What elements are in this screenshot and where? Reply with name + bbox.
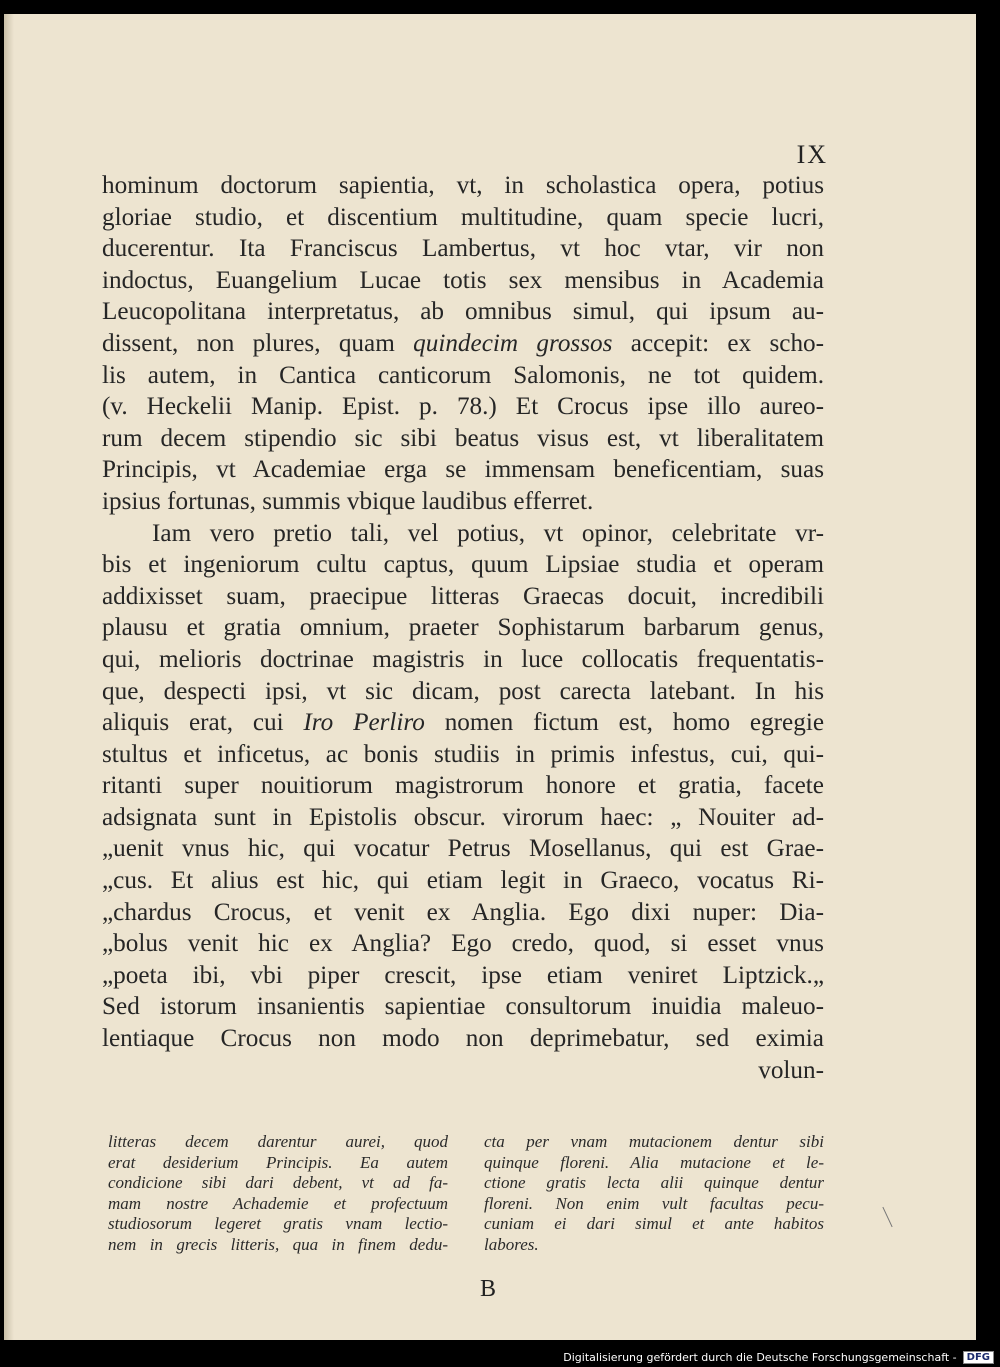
text-line: Iam vero pretio tali, vel potius, vt opinor, celebritate vr- [152, 519, 824, 547]
text-line: ritanti super nouitiorum magistrorum honore et gratia, facete [102, 772, 824, 800]
footnote-line: cuniam ei dari simul et ante habitos [484, 1214, 824, 1234]
catchword: volun- [758, 1056, 824, 1084]
book-page [4, 14, 976, 1340]
footnote-line: erat desiderium Principis. Ea autem [108, 1152, 448, 1172]
text-line: bis et ingeniorum cultu captus, quum Lipsiae studia et operam [102, 551, 824, 579]
footnote-line: condicione sibi dari debent, vt ad fa- [108, 1173, 448, 1193]
paragraph-2 [102, 518, 824, 1087]
text-line: „poeta ibi, vbi piper crescit, ipse etiam veniret Liptzick.„ [102, 961, 824, 989]
footnotes [108, 1132, 824, 1256]
text-line: indoctus, Euangelium Lucae totis sex mensibus in Academia [102, 266, 824, 294]
text-line: Leucopolitana interpretatus, ab omnibus simul, qui ipsum au- [102, 298, 824, 326]
text-line [102, 707, 824, 739]
text-line: Sed istorum insanientis sapientiae consultorum inuidia maleuo- [102, 993, 824, 1021]
text-segment: dissent, non plures, quam [102, 329, 395, 357]
text-segment: aliquis erat, cui [102, 709, 284, 737]
text-line: „cus. Et alius est hic, qui etiam legit in Graeco, vocatus Ri- [102, 867, 824, 895]
text-line: „chardus Crocus, et venit ex Anglia. Ego dixi nuper: Dia- [102, 898, 824, 926]
text-line: addixisset suam, praecipue litteras Graecas docuit, incredibili [102, 582, 824, 610]
text-line: „bolus venit hic ex Anglia? Ego credo, quod, si esset vnus [102, 930, 824, 958]
digitization-footer [563, 1351, 994, 1364]
text-line: Principis, vt Academiae erga se immensam beneficentiam, suas [102, 456, 824, 484]
text-line: lis autem, in Cantica canticorum Salomonis, ne tot quidem. [102, 361, 824, 389]
text-line [102, 328, 824, 360]
text-line: qui, melioris doctrinae magistris in luce collocatis frequentatis- [102, 645, 824, 673]
footnote-line: floreni. Non enim vult facultas pecu- [484, 1193, 824, 1213]
footnote-line: ctione gratis lecta alii quinque dentur [484, 1173, 824, 1193]
signature-mark: B [480, 1276, 497, 1302]
italic-phrase: quindecim grossos [413, 329, 613, 357]
footnote-line: cta per vnam mutacionem dentur sibi [484, 1132, 824, 1151]
text-line: „uenit vnus hic, qui vocatur Petrus Mosellanus, qui est Grae- [102, 835, 824, 863]
text-line: hominum doctorum sapientia, vt, in scholastica opera, potius [102, 172, 824, 199]
italic-phrase: Iro Perliro [303, 709, 425, 737]
footnote-line: mam nostre Achademie et profectuum [108, 1193, 448, 1213]
footnote-left-column [108, 1132, 448, 1256]
footer-text: Digitalisierung gefördert durch die Deutsche Forschungsgemeinschaft - [563, 1351, 957, 1364]
text-line: ducerentur. Ita Franciscus Lambertus, vt hoc vtar, vir non [102, 235, 824, 263]
text-line: (v. Heckelii Manip. Epist. p. 78.) Et Crocus ipse illo aureo- [102, 393, 824, 421]
main-text [102, 170, 824, 1086]
text-segment: accepit: ex scho- [630, 329, 825, 357]
text-line: rum decem stipendio sic sibi beatus visus est, vt liberalitatem [102, 424, 824, 452]
pencil-mark [882, 1207, 892, 1227]
paragraph-1 [102, 170, 824, 518]
text-line: que, despecti ipsi, vt sic dicam, post carecta latebant. In his [102, 677, 824, 705]
footnote-line: nem in grecis litteris, qua in finem dedu- [108, 1234, 448, 1254]
footnote-line: studiosorum legeret gratis vnam lectio- [108, 1214, 448, 1234]
footnote-line: labores. [484, 1234, 539, 1254]
dfg-logo-icon: DFG [963, 1351, 994, 1364]
footnote-line: quinque floreni. Alia mutacione et le- [484, 1152, 824, 1172]
page-number: IX [796, 140, 828, 169]
text-segment: nomen fictum est, homo egregie [444, 709, 825, 737]
text-line: ipsius fortunas, summis vbique laudibus efferret. [102, 487, 594, 515]
text-line: lentiaque Crocus non modo non deprimebatur, sed eximia [102, 1025, 824, 1053]
text-line: gloriae studio, et discentium multitudine, quam specie lucri, [102, 203, 824, 231]
footnote-right-column [484, 1132, 824, 1256]
text-line: stultus et inficetus, ac bonis studiis in primis infestus, cui, qui- [102, 740, 824, 768]
text-line: plausu et gratia omnium, praeter Sophistarum barbarum genus, [102, 614, 824, 642]
text-line: adsignata sunt in Epistolis obscur. virorum haec: „ Nouiter ad- [102, 803, 824, 831]
footnote-line: litteras decem darentur aurei, quod [108, 1132, 448, 1151]
